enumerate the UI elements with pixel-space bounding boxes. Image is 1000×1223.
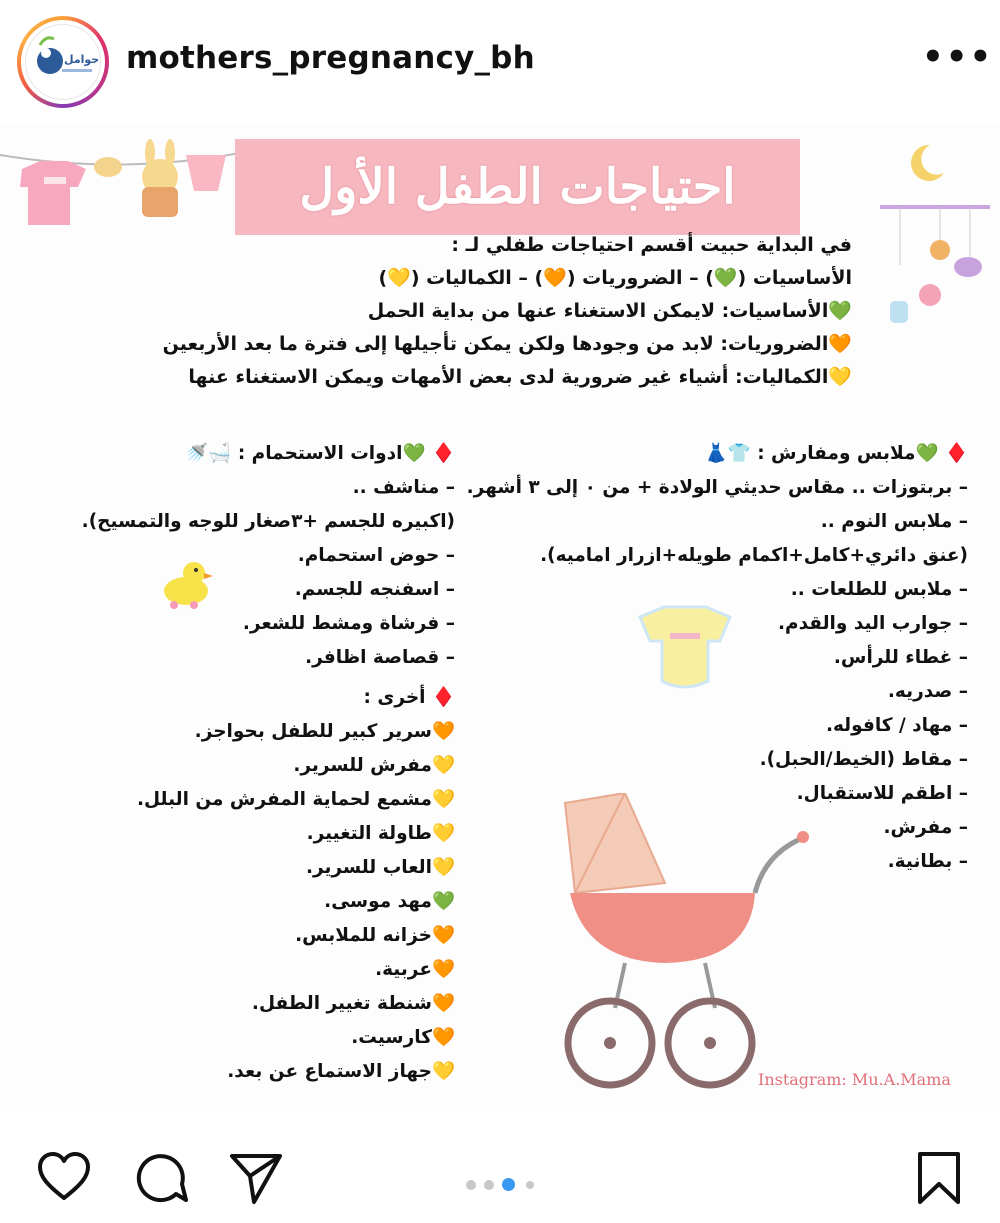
list-item: 🧡كارسيت. <box>351 1027 455 1048</box>
list-item: – اطقم للاستقبال. <box>796 783 968 804</box>
list-item: – اسفنجه للجسم. <box>294 579 455 600</box>
baby-clothes-line-icon <box>0 125 240 245</box>
list-item: 💛مفرش للسرير. <box>293 755 455 776</box>
list-item: – مفرش. <box>883 817 968 838</box>
clothes-heading: ♦️ 💚ملابس ومفارش : 👕👗 <box>704 443 968 464</box>
carousel-dot <box>466 1180 476 1190</box>
list-item: 🧡شنطة تغيير الطفل. <box>251 993 455 1014</box>
intro-text <box>132 229 852 394</box>
bookmark-icon <box>912 1150 968 1206</box>
list-item: – جوارب اليد والقدم. <box>778 613 968 634</box>
list-item: 🧡سرير كبير للطفل بحواجز. <box>194 721 455 742</box>
list-item: – ملابس النوم .. <box>820 511 968 532</box>
list-item: – بطانية. <box>887 851 968 872</box>
list-item: – بربتوزات .. مقاس حديثي الولادة + من ٠ إلى ٣ أشهر. <box>466 477 968 498</box>
list-item: – غطاء للرأس. <box>833 647 968 668</box>
list-item: (اكبيره للجسم +٣صغار للوجه والتمسيح). <box>81 511 455 532</box>
share-icon <box>228 1150 284 1206</box>
baby-onesie-icon <box>630 603 740 693</box>
bath-and-other-list <box>15 437 455 1089</box>
baby-mobile-icon <box>860 125 1000 355</box>
carousel-dot <box>526 1181 534 1189</box>
list-item: 💛جهاز الاستماع عن بعد. <box>227 1061 455 1082</box>
list-item: – صدريه. <box>887 681 968 702</box>
intro-line: 💚الأساسيات: لايمكن الاستغناء عنها من بداية الحمل <box>367 300 852 322</box>
bath-heading: ♦️ 💚ادوات الاستحمام : 🛁🚿 <box>185 443 455 464</box>
post-header <box>0 0 1000 125</box>
list-item: 💛طاولة التغيير. <box>306 823 455 844</box>
list-item: 💛العاب للسرير. <box>305 857 455 878</box>
heart-icon <box>36 1150 92 1206</box>
logo-icon <box>25 24 101 100</box>
intro-line: في البداية حبيت أقسم احتياجات طفلي لـ : <box>451 234 852 256</box>
intro-line: 🧡الضروريات: لابد من وجودها ولكن يمكن تأجيلها إلى فترة ما بعد الأربعين <box>162 333 852 355</box>
post-title: احتياجات الطفل الأول <box>299 159 736 215</box>
list-item: – مهاد / كافوله. <box>825 715 968 736</box>
avatar[interactable] <box>17 16 109 108</box>
rubber-duck-icon <box>158 555 214 611</box>
svg-text:حوامل: حوامل <box>64 53 100 66</box>
baby-stroller-icon <box>555 793 815 1093</box>
like-button[interactable] <box>36 1150 92 1206</box>
list-item: 💚مهد موسى. <box>324 891 455 912</box>
title-banner <box>235 139 800 235</box>
watermark: Instagram: Mu.A.Mama <box>758 1070 951 1089</box>
carousel-dot <box>484 1180 494 1190</box>
list-item: (عنق دائري+كامل+اكمام طويله+ازرار اماميه). <box>540 545 968 566</box>
list-item: – قصاصة اظافر. <box>305 647 455 668</box>
intro-line: 💛الكماليات: أشياء غير ضرورية لدى بعض الأمهات ويمكن الاستغناء عنها <box>188 366 852 388</box>
list-item: – مناشف .. <box>352 477 455 498</box>
other-heading: ♦️ أخرى : <box>363 687 455 708</box>
list-item: – مقاط (الخيط/الحبل). <box>759 749 968 770</box>
list-item: – حوض استحمام. <box>297 545 455 566</box>
post-actions <box>0 1110 1000 1223</box>
intro-line: الأساسيات (💚) – الضروريات (🧡) – الكماليات (💛) <box>378 267 852 289</box>
share-button[interactable] <box>228 1150 284 1206</box>
post-image <box>0 125 1000 1110</box>
list-item: 🧡عربية. <box>375 959 455 980</box>
list-item: 💛مشمع لحماية المفرش من البلل. <box>137 789 455 810</box>
comment-icon <box>132 1150 188 1206</box>
more-options-button[interactable]: ••• <box>922 37 994 77</box>
username[interactable]: mothers_pregnancy_bh <box>126 40 535 76</box>
list-item: – فرشاة ومشط للشعر. <box>242 613 455 634</box>
list-item: – ملابس للطلعات .. <box>790 579 968 600</box>
carousel-indicator <box>466 1178 556 1192</box>
bookmark-button[interactable] <box>912 1150 968 1206</box>
comment-button[interactable] <box>132 1150 188 1206</box>
carousel-dot-active <box>502 1178 515 1191</box>
list-item: 🧡خزانه للملابس. <box>295 925 455 946</box>
